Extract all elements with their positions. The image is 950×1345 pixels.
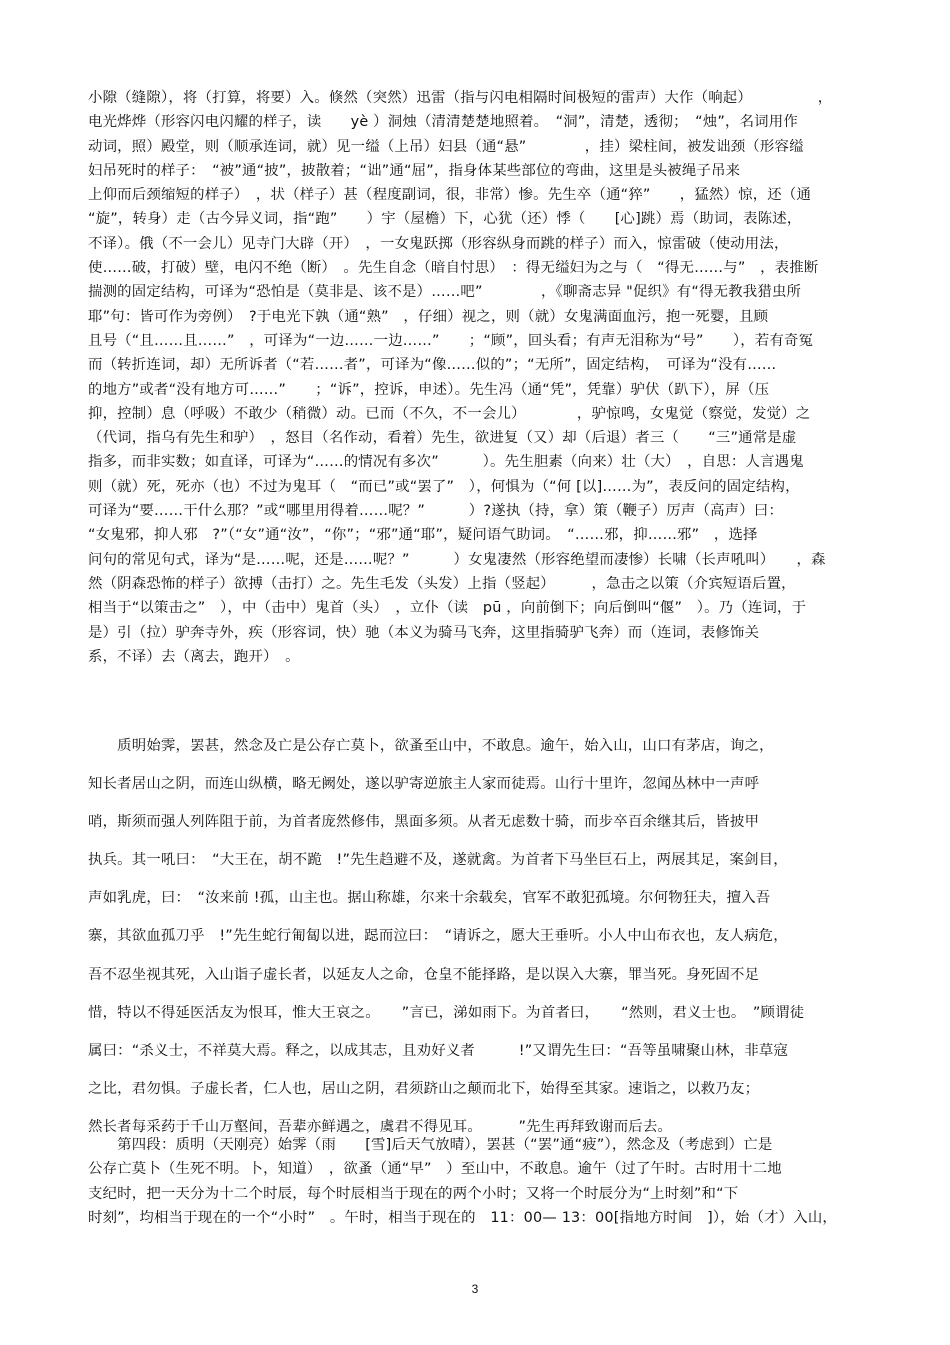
text-line: 不译）。俄（不一会儿）见寺门大辟（开） ，一女鬼跃掷（形容纵身而跳的样子）而入，惊雷破（使动用法， — [88, 235, 789, 252]
text-line: 动词，照）殿堂，则（顺承连词，就）见一缢（上吊）妇县（通“悬” ，挂）梁柱间，被发诎颈（形容缢 — [88, 138, 804, 155]
text-line: 质明始霁，罢甚，然念及亡是公存亡莫卜，欲蚤至山中，不敢息。逾午，始入山，山口有茅店，询之， — [88, 738, 774, 754]
text-line: 是）引（拉）驴奔寺外，疾（形容词，快）驰（本义为骑马飞奔，这里指骑驴飞奔）而（连词，表修饰关 — [88, 624, 760, 641]
annotation-paragraph — [88, 86, 866, 669]
text-line: 则（就）死，死亦（也）不过为鬼耳（ “而已”或“罢了” ），何惧为（“何 [以]……为”，表反问的固定结构， — [88, 478, 800, 495]
text-line: 且号（“且……且……” ，可译为“一边……一边……” ；“顾”，回头看；有声无泪称为“号” ），若有奇冤 — [88, 332, 814, 349]
text-line: 相当于“以策击之” ），中（击中）鬼首（头） ，立仆（读 pū ，向前倒下；向后倒叫“偃” ）。乃（连词，于 — [88, 600, 807, 617]
classical-text-paragraph — [88, 727, 866, 1146]
text-line: 寨，其欲血孤刀乎 !”先生蛇行匍匐以进，跽而泣曰： “请诉之，愿大王垂听。小人中山布衣也，友人病危， — [88, 928, 788, 945]
text-line: 而（转折连词，却）无所诉者（“若……者”，可译为“像……似的”；“无所”，固定结构， 可译为“没有…… — [88, 357, 777, 374]
text-line: 公存亡莫卜（生死不明。卜，知道） ，欲蚤（通“早” ）至山中，不敢息。逾午（过了午时。古时用十二地 — [88, 1161, 782, 1178]
text-line: 抑，控制）息（呼吸）不敢少（稍微）动。已而（不久，不一会儿） ，驴惊鸣，女鬼觉（察觉，发觉）之 — [88, 405, 811, 422]
text-line: 然（阴森恐怖的样子）欲搏（击打）之。先生毛发（头发）上指（竖起） ，急击之以策（介宾短语后置， — [88, 575, 796, 592]
text-line: 可译为“要……干什么那？”或“哪里用得着……呢？” ）?遂执（持，拿）策（鞭子）厉声（高声）曰： — [88, 503, 784, 520]
text-line: 知长者居山之阴，而连山纵横，略无阙处，遂以驴寄逆旅主人家而徒焉。山行十里许，忽闻丛林中一声呼 — [88, 776, 760, 793]
text-line: 声如乳虎，曰： “汝来前 !孤，山主也。据山称雄，尔来十余载矣，官军不敢犯孤境。尔何物狂夫，擅入吾 — [88, 890, 771, 907]
text-line: 耶”句：皆可作为旁例） ?于电光下孰（通“熟” ，仔细）视之，则（就）女鬼满面血污，抱一死婴，且顾 — [88, 308, 769, 325]
text-line: 揣测的固定结构，可译为“恐怕是（莫非是、该不是）……吧” ，《聊斋志异 "促织》有“得无教我猎虫所 — [88, 284, 802, 301]
text-line: 问句的常见句式，译为“是……呢，还是……呢？” ）女鬼凄然（形容绝望而凄惨）长啸（长声吼叫） ，森 — [88, 551, 826, 568]
text-line: “女鬼邪，抑人邪 ?”（“女”通“汝”，“你”；“邪”通“耶”，疑问语气助词。 “……邪，抑……邪” ，选择 — [88, 527, 758, 544]
text-line: 使……破，打破）壁，电闪不绝（断） 。先生自念（暗自忖思） ：得无缢妇为之与（ “得无……与” ，表推断 — [88, 260, 819, 277]
text-line: 属曰：“杀义士，不祥莫大焉。释之，以成其志，且劝好义者 !”又谓先生曰：“吾等虽啸聚山林，非草寇 — [88, 1042, 789, 1059]
page-number: 3 — [471, 1282, 479, 1296]
text-line: “旋”，转身）走（古今异义词，指“跑” ）宇（屋檐）下，心犹（还）悸（ [心]跳）焉（助词，表陈述， — [88, 211, 802, 228]
text-line: 惜，特以不得延医活友为恨耳，惟大王哀之。 ”言已，涕如雨下。为首者曰， “然则，君义士也。 ”顾谓徒 — [88, 1004, 805, 1021]
text-line: 电光烨烨（形容闪电闪耀的样子，读 yè ）洞烛（清清楚楚地照着。 “洞”，清楚，透彻； “烛”，名词用作 — [88, 114, 798, 131]
text-line: 系，不译）去（离去，跑开） 。 — [88, 648, 300, 665]
text-line: 的地方”或者“没有地方可……” ；“诉”，控诉，申述）。先生冯（通“凭”，凭靠）驴伏（趴下），屏（压 — [88, 381, 770, 398]
text-line: 小隙（缝隙），将（打算，将要）入。倏然（突然）迅雷（指与闪电相隔时间极短的雷声）大作（响起） ， — [88, 90, 833, 106]
text-line: 上仰而后颈缩短的样子） ，状（样子）甚（程度副词，很，非常）惨。先生卒（通“猝” ，猛然）惊，还（通 — [88, 187, 812, 204]
text-line: 时刻”，均相当于现在的一个“小时” 。午时，相当于现在的 11：00— 13：00[指地方时间 ]），始（才）入山， — [88, 1209, 838, 1226]
text-line: 然长者每采药于千山万壑间，吾辈亦鲜遇之，虞君不得见耳。 ”先生再拜致谢而后去。 — [88, 1118, 673, 1135]
text-line: （代词，指乌有先生和驴） ，怒目（名作动，看着）先生，欲进复（又）却（后退）者三（ “三”通常是虚 — [88, 430, 797, 447]
text-line: 哨，斯须而强人列阵阻于前，为首者庞然修伟，黑面多须。从者无虑数十骑，而步卒百余继其后，皆披甲 — [88, 814, 760, 831]
text-line: 执兵。其一吼曰： “大王在，胡不跪 !”先生趋避不及，遂就禽。为首者下马坐巨石上，两展其足，案剑目， — [88, 852, 788, 869]
text-line: 指多，而非实数；如直译，可译为“……的情况有多次” ）。先生胆素（向来）壮（大） ，自思：人言遇鬼 — [88, 454, 804, 471]
fourth-paragraph-annotation — [88, 1133, 866, 1230]
text-line: 妇吊死时的样子： “被”通“披”，披散着；“诎”通“屈”，指身体某些部位的弯曲，这里是头被绳子吊来 — [88, 162, 741, 179]
text-line: 吾不忍坐视其死，入山诣子虚长者，以延友人之命，仓皇不能择路，是以误入大寨，罪当死。身死固不足 — [88, 966, 760, 983]
text-line: 之比，君勿惧。子虚长者，仁人也，居山之阴，君须跻山之颠而北下，始得至其家。速诣之，以救乃友； — [88, 1080, 760, 1097]
text-line: 第四段：质明（天刚亮）始霁（雨 [雪]后天气放晴），罢甚（“罢”通“疲”），然念及（考虑到）亡是 — [88, 1137, 773, 1153]
text-line: 支纪时，把一天分为十二个时辰，每个时辰相当于现在的两个小时；又将一个时辰分为“上时刻”和“下 — [88, 1185, 739, 1202]
